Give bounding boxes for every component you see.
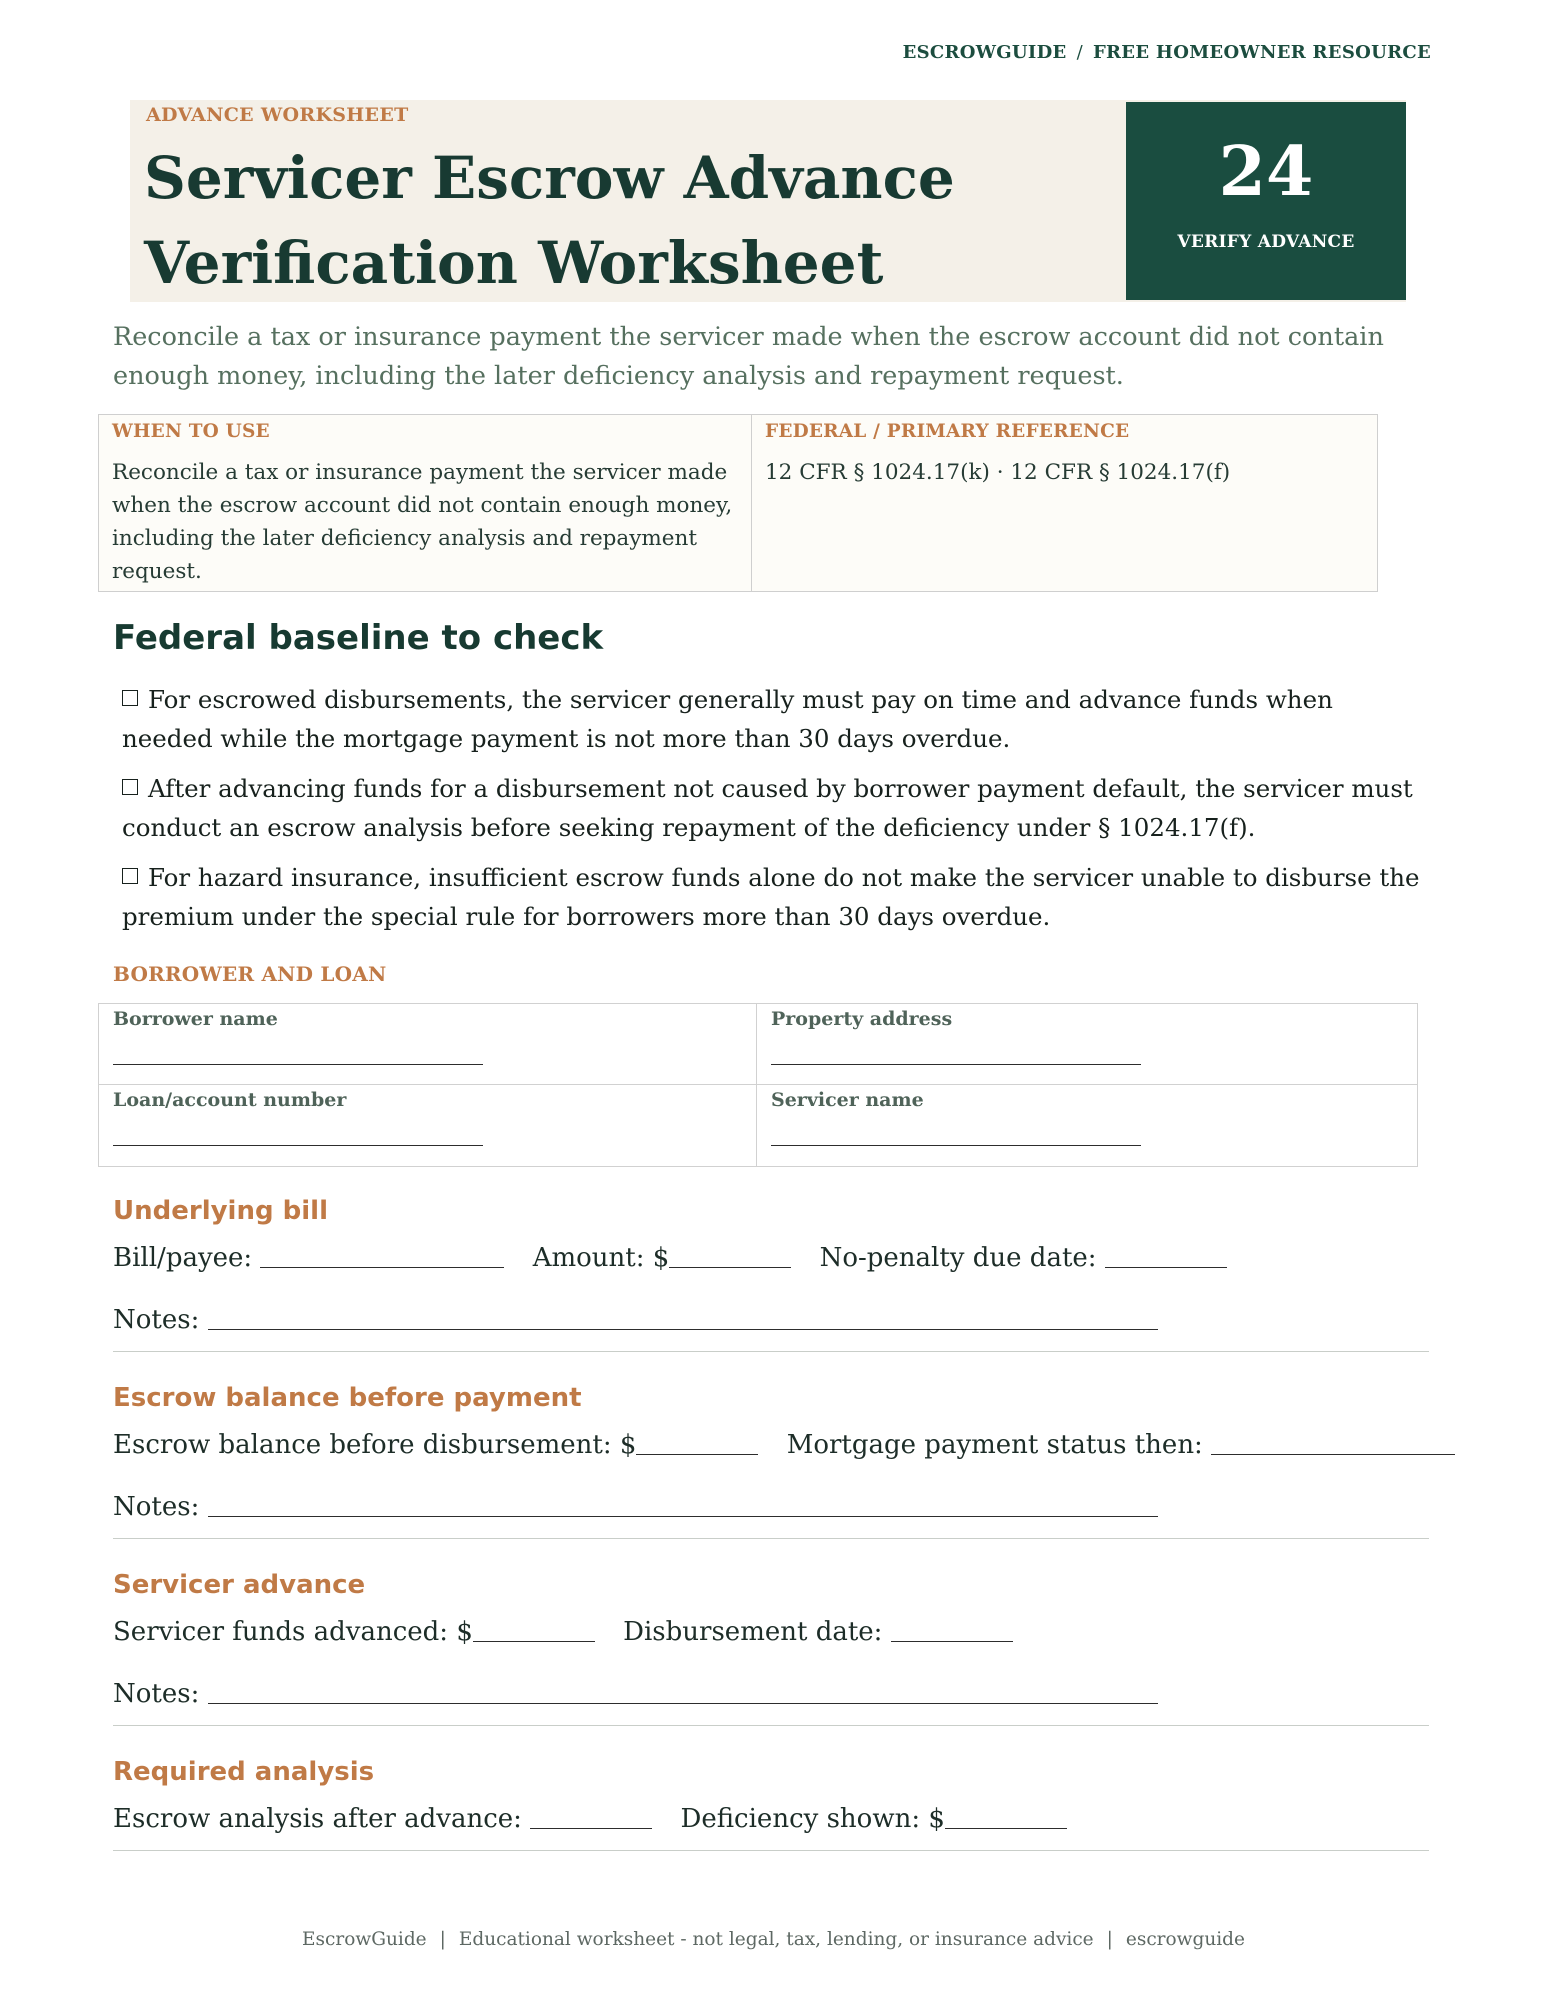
- field-label: Servicer name: [771, 1089, 924, 1111]
- worksheet-eyebrow: ADVANCE WORKSHEET: [146, 104, 409, 126]
- field-label: No-penalty due date:: [819, 1243, 1097, 1273]
- notes-row: [113, 1289, 1429, 1351]
- reference-label: FEDERAL / PRIMARY REFERENCE: [765, 421, 1130, 442]
- analysis-after-blank[interactable]: [530, 1804, 652, 1829]
- badge-label: VERIFY ADVANCE: [1177, 232, 1355, 252]
- reference-text: 12 CFR § 1024.17(k) · 12 CFR § 1024.17(f): [765, 460, 1231, 485]
- field-label: Bill/payee:: [113, 1243, 253, 1273]
- field-label: Escrow analysis after advance:: [113, 1804, 522, 1834]
- worksheet-number-badge: [1126, 102, 1406, 300]
- disbursement-date-field: [623, 1601, 1013, 1663]
- fill-line[interactable]: [113, 1145, 483, 1146]
- field-label: Property address: [771, 1008, 953, 1030]
- checkbox[interactable]: [122, 779, 138, 795]
- field-row: [113, 1788, 1429, 1850]
- title-line-1: Servicer Escrow Advance: [144, 144, 955, 212]
- field-label: Mortgage payment status then:: [786, 1430, 1203, 1460]
- field-label: Borrower name: [113, 1008, 278, 1030]
- footer-brand: EscrowGuide: [302, 1929, 427, 1950]
- site-topline: [903, 42, 1431, 63]
- footer-site: escrowguide: [1125, 1929, 1245, 1950]
- borrower-loan-grid: [98, 1003, 1418, 1167]
- badge-number: 24: [1218, 132, 1314, 212]
- bill-payee-blank[interactable]: [260, 1243, 504, 1268]
- footer-disclaimer: Educational worksheet - not legal, tax, lending, or insurance advice: [458, 1929, 1094, 1950]
- checklist-item: [122, 769, 1422, 847]
- worksheet-summary: Reconcile a tax or insurance payment the servicer made when the escrow account did not contain enough money, including the later deficiency analysis and repayment request.: [113, 322, 1384, 391]
- servicer-advance-section: [113, 1569, 1429, 1726]
- payment-status-field: [787, 1414, 1455, 1476]
- notes-blank[interactable]: [208, 1305, 1158, 1330]
- field-label: Escrow balance before disbursement: $: [113, 1430, 637, 1460]
- payment-status-blank[interactable]: [1211, 1430, 1455, 1455]
- when-to-use-text: Reconcile a tax or insurance payment the servicer made when the escrow account did not contain enough money, including the later deficiency analysis and repayment request.: [112, 460, 733, 584]
- section-title: Servicer advance: [113, 1570, 366, 1600]
- checklist-text: For hazard insurance, insufficient escrow funds alone do not make the servicer unable to disburse the premium under the special rule for borrowers more than 30 days overdue.: [122, 863, 1420, 931]
- borrower-loan-label: BORROWER AND LOAN: [113, 962, 387, 986]
- when-to-use-cell: [99, 415, 752, 591]
- checkbox[interactable]: [122, 690, 138, 706]
- reference-cell: [752, 415, 1377, 591]
- bill-payee-field: [113, 1227, 504, 1289]
- field-label: Servicer funds advanced: $: [113, 1617, 473, 1647]
- notes-blank[interactable]: [208, 1679, 1158, 1704]
- field-row: [113, 1601, 1429, 1663]
- deficiency-field: [680, 1788, 1066, 1850]
- due-date-field: [820, 1227, 1227, 1289]
- brand-tagline: FREE HOMEOWNER RESOURCE: [1092, 42, 1431, 63]
- notes-blank[interactable]: [208, 1492, 1158, 1517]
- amount-blank[interactable]: [669, 1243, 791, 1268]
- brand-name: ESCROWGUIDE: [902, 42, 1067, 63]
- notes-row: [113, 1476, 1429, 1538]
- underlying-bill-section: [113, 1195, 1429, 1352]
- footer-separator: |: [1106, 1929, 1113, 1950]
- fill-line[interactable]: [771, 1145, 1141, 1146]
- title-line-2: Verification Worksheet: [144, 229, 884, 297]
- property-address-field[interactable]: [757, 1004, 1417, 1085]
- fill-line[interactable]: [113, 1064, 483, 1065]
- baseline-checklist: [122, 680, 1422, 947]
- topline-separator: /: [1076, 42, 1083, 63]
- disbursement-date-blank[interactable]: [891, 1617, 1013, 1642]
- field-label: Disbursement date:: [623, 1617, 883, 1647]
- when-to-use-label: WHEN TO USE: [112, 421, 270, 442]
- due-date-blank[interactable]: [1105, 1243, 1227, 1268]
- checklist-text: After advancing funds for a disbursement not caused by borrower payment default, the servicer must conduct an escrow analysis before seeking repayment of the deficiency under § 1024.17(f).: [122, 774, 1413, 842]
- amount-field: [533, 1227, 792, 1289]
- usage-reference-table: [98, 414, 1378, 592]
- footer-separator: |: [439, 1929, 446, 1950]
- page-footer: [0, 1929, 1547, 1950]
- section-title: Underlying bill: [113, 1196, 328, 1226]
- checkbox[interactable]: [122, 868, 138, 884]
- section-title: Required analysis: [113, 1757, 375, 1787]
- field-row: [113, 1227, 1429, 1289]
- checklist-text: For escrowed disbursements, the servicer generally must pay on time and advance funds when needed while the mortgage payment is not more than 30 days overdue.: [122, 685, 1333, 753]
- notes-label: Notes:: [113, 1492, 200, 1522]
- escrow-balance-blank[interactable]: [636, 1430, 758, 1455]
- analysis-after-field: [113, 1788, 652, 1850]
- worksheet-title: [144, 136, 964, 306]
- fill-line[interactable]: [771, 1064, 1141, 1065]
- notes-row: [113, 1663, 1429, 1725]
- field-row: [113, 1414, 1429, 1476]
- required-analysis-section: [113, 1756, 1429, 1851]
- notes-label: Notes:: [113, 1679, 200, 1709]
- servicer-name-field[interactable]: [757, 1085, 1417, 1166]
- field-label: Deficiency shown: $: [680, 1804, 945, 1834]
- escrow-balance-section: [113, 1382, 1429, 1539]
- field-label: Amount: $: [532, 1243, 670, 1273]
- baseline-heading: Federal baseline to check: [113, 618, 604, 658]
- worksheet-header: [130, 100, 1406, 302]
- borrower-name-field[interactable]: [99, 1004, 757, 1085]
- deficiency-blank[interactable]: [945, 1804, 1067, 1829]
- funds-advanced-field: [113, 1601, 595, 1663]
- checklist-item: [122, 858, 1422, 936]
- notes-label: Notes:: [113, 1305, 200, 1335]
- loan-number-field[interactable]: [99, 1085, 757, 1166]
- section-title: Escrow balance before payment: [113, 1383, 582, 1413]
- funds-advanced-blank[interactable]: [473, 1617, 595, 1642]
- checklist-item: [122, 680, 1422, 758]
- field-label: Loan/account number: [113, 1089, 347, 1111]
- escrow-balance-field: [113, 1414, 758, 1476]
